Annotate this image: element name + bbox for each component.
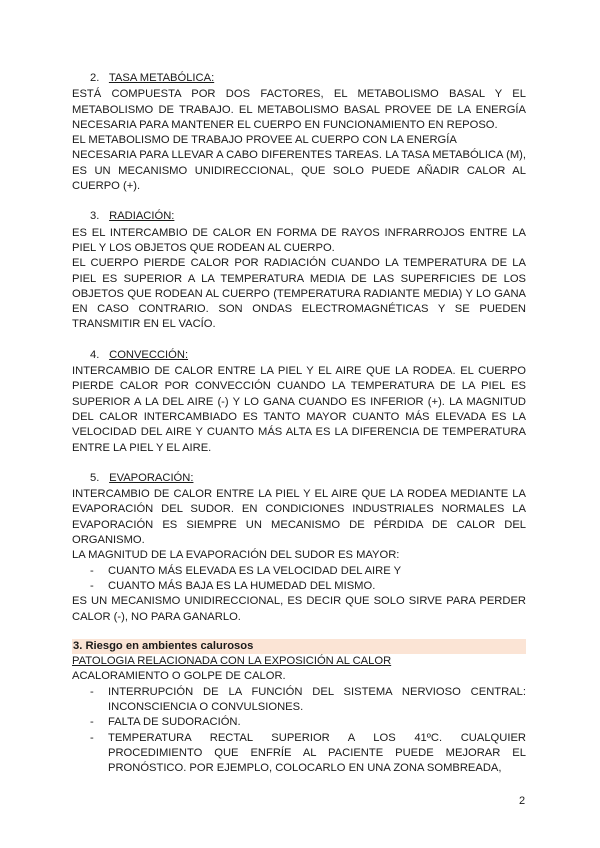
bullet-list xyxy=(72,564,526,595)
list-item: - TEMPERATURA RECTAL SUPERIOR A LOS 41ºC. CUALQUIER PROCEDIMIENTO QUE ENFRÍE AL PACIENTE PUEDE MEJORAR EL PRONÓSTICO. POR EJEMPLO, COLOCARLO EN UNA ZONA SOMBREADA, xyxy=(72,731,526,777)
section-title: EVAPORACIÓN: xyxy=(109,471,194,484)
subsection-title: PATOLOGIA RELACIONADA CON LA EXPOSICIÓN AL CALOR xyxy=(72,655,392,668)
section-title: CONVECCIÓN: xyxy=(109,348,189,361)
section-title: TASA METABÓLICA: xyxy=(108,72,215,84)
section-title: RADIACIÓN: xyxy=(109,210,175,223)
document-page xyxy=(72,71,526,776)
paragraph: INTERCAMBIO DE CALOR ENTRE LA PIEL Y EL AIRE QUE LA RODEA. EL CUERPO PIERDE CALOR POR CONVECCIÓN CUANDO LA TEMPERATURA DE LA PIEL ES SUPERIOR A LA DEL AIRE (-) Y LO GANA CUANDO ES INFERIOR (+). LA MAGNITUD DEL CALOR INTERCAMBIADO ES TANTO MAYOR CUANTO MÁS ELEVADA ES LA VELOCIDAD DEL AIRE Y CUANTO MÁS ALTA ES LA DIFERENCIA DE TEMPERATURA ENTRE LA PIEL Y EL AIRE. xyxy=(72,365,526,454)
section-heading-radiacion xyxy=(90,209,526,224)
paragraph: INTERCAMBIO DE CALOR ENTRE LA PIEL Y EL AIRE QUE LA RODEA MEDIANTE LA EVAPORACIÓN DEL SUDOR. EN CONDICIONES INDUSTRIALES NORMALES LA EVAPORACIÓN ES SIEMPRE UN MECANISMO DE PÉRDIDA DE CALOR DEL ORGANISMO. xyxy=(72,488,526,547)
paragraph: EL CUERPO PIERDE CALOR POR RADIACIÓN CUANDO LA TEMPERATURA DE LA PIEL ES SUPERIOR A LA TEMPERATURA MEDIA DE LAS SUPERFICIES DE LOS OBJETOS QUE RODEAN AL CUERPO (TEMPERATURA RADIANTE MEDIA) Y LO GANA EN CASO CONTRARIO. SON ONDAS ELECTROMAGNÉTICAS Y SE PUEDEN TRANSMITIR EN EL VACÍO. xyxy=(72,257,526,331)
paragraph: ACALORAMIENTO O GOLPE DE CALOR. xyxy=(72,670,286,683)
list-item: - FALTA DE SUDORACIÓN. xyxy=(72,715,526,730)
section-number: 2. xyxy=(90,72,100,84)
list-item: - CUANTO MÁS BAJA ES LA HUMEDAD DEL MISMO. xyxy=(72,579,526,594)
paragraph: EL METABOLISMO DE TRABAJO PROVEE AL CUERPO CON LA ENERGÍA xyxy=(72,134,457,147)
section-number: 5. xyxy=(90,471,100,484)
section-number: 3. xyxy=(90,210,100,223)
section-number: 4. xyxy=(90,348,100,361)
paragraph: LA MAGNITUD DE LA EVAPORACIÓN DEL SUDOR ES MAYOR: xyxy=(72,549,400,562)
list-item: - CUANTO MÁS ELEVADA ES LA VELOCIDAD DEL AIRE Y xyxy=(72,564,526,579)
paragraph: ESTÁ COMPUESTA POR DOS FACTORES, EL METABOLISMO BASAL Y EL METABOLISMO DE TRABAJO. EL METABOLISMO BASAL PROVEE DE LA ENERGÍA NECESARIA PARA MANTENER EL CUERPO EN FUNCIONAMIENTO EN REPOSO. xyxy=(72,88,526,131)
section-heading-tasa-metabolica xyxy=(90,71,526,86)
section-heading-conveccion xyxy=(90,348,526,363)
paragraph: NECESARIA PARA LLEVAR A CABO DIFERENTES TAREAS. LA TASA METABÓLICA (M), ES UN MECANISMO UNIDIRECCIONAL, QUE SOLO PUEDE AÑADIR CALOR AL CUERPO (+). xyxy=(72,149,526,193)
paragraph: ES UN MECANISMO UNIDIRECCIONAL, ES DECIR QUE SOLO SIRVE PARA PERDER CALOR (-), NO PARA GANARLO. xyxy=(72,595,526,623)
section-title-bar: 3. Riesgo en ambientes calurosos xyxy=(72,639,526,654)
section-heading-evaporacion xyxy=(90,471,526,486)
paragraph: ES EL INTERCAMBIO DE CALOR EN FORMA DE RAYOS INFRARROJOS ENTRE LA PIEL Y LOS OBJETOS QUE RODEAN AL CUERPO. xyxy=(72,226,526,254)
page-number: 2 xyxy=(519,795,526,807)
bullet-list xyxy=(72,685,526,777)
list-item: - INTERRUPCIÓN DE LA FUNCIÓN DEL SISTEMA NERVIOSO CENTRAL: INCONSCIENCIA O CONVULSIONES. xyxy=(72,685,526,716)
